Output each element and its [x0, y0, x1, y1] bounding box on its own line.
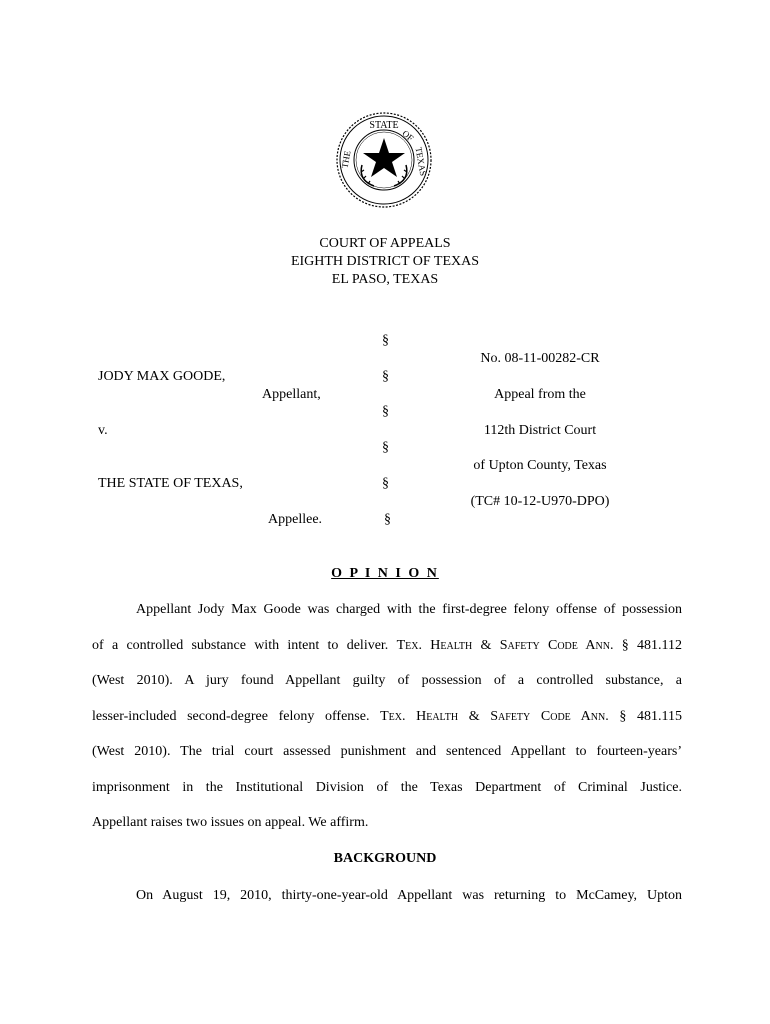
paragraph-line: Appellant raises two issues on appeal. We affirm. — [92, 815, 369, 830]
paragraph-line: On August 19, 2010, thirty-one-year-old Appellant was returning to McCamey, Upton — [136, 888, 682, 903]
opinion-title: O P I N I O N — [331, 566, 439, 581]
case-number: No. 08-11-00282-CR — [480, 351, 600, 366]
paragraph-line: imprisonment in the Institutional Division of the Texas Department of Criminal Justice. — [92, 779, 682, 795]
statute-section: § 481.112 — [613, 637, 683, 653]
appellant-name: JODY MAX GOODE, — [98, 369, 226, 384]
court-name: COURT OF APPEALS — [319, 236, 451, 251]
seal-the-text: THE — [339, 149, 353, 169]
district-court-label: 112th District Court — [483, 423, 597, 438]
background-paragraph — [92, 878, 682, 914]
paragraph-line — [92, 628, 682, 664]
line-text: of a controlled substance with intent to deliver. — [92, 637, 397, 653]
opinion-paragraph — [92, 592, 682, 841]
section-mark: § — [382, 476, 389, 491]
section-mark: § — [382, 440, 389, 455]
court-location: EL PASO, TEXAS — [331, 272, 439, 287]
section-mark: § — [382, 333, 389, 348]
tc-number: (TC# 10-12-U970-DPO) — [470, 494, 610, 509]
county-label: of Upton County, Texas — [473, 458, 607, 473]
texas-state-seal — [334, 110, 434, 210]
statute-citation: Tex. Health & Safety Code Ann. — [396, 637, 614, 653]
statute-citation: Tex. Health & Safety Code Ann. — [380, 708, 609, 724]
paragraph-line: (West 2010). A jury found Appellant guilty of possession of a controlled substance, a — [92, 673, 682, 688]
court-district: EIGHTH DISTRICT OF TEXAS — [290, 254, 480, 269]
appeal-from-label: Appeal from the — [494, 387, 586, 402]
paragraph-line — [92, 699, 682, 735]
section-mark: § — [382, 369, 389, 384]
section-mark: § — [382, 404, 389, 419]
seal-texas-text: TEXAS — [413, 146, 429, 177]
statute-section: § 481.115 — [608, 708, 682, 724]
appellee-name: THE STATE OF TEXAS, — [98, 476, 243, 491]
background-heading: BACKGROUND — [333, 851, 437, 866]
paragraph-line: (West 2010). The trial court assessed punishment and sentenced Appellant to fourteen-years’ — [92, 744, 682, 759]
paragraph-line: Appellant Jody Max Goode was charged with the first-degree felony offense of possession — [136, 602, 682, 617]
seal-state-text: STATE — [369, 120, 399, 131]
line-text: lesser-included second-degree felony offense. — [92, 708, 381, 724]
seal-of-text: OF — [400, 128, 416, 144]
appellant-role: Appellant, — [262, 387, 321, 402]
section-mark: § — [384, 512, 391, 527]
appellee-role: Appellee. — [268, 512, 323, 527]
versus-label: v. — [98, 423, 108, 438]
